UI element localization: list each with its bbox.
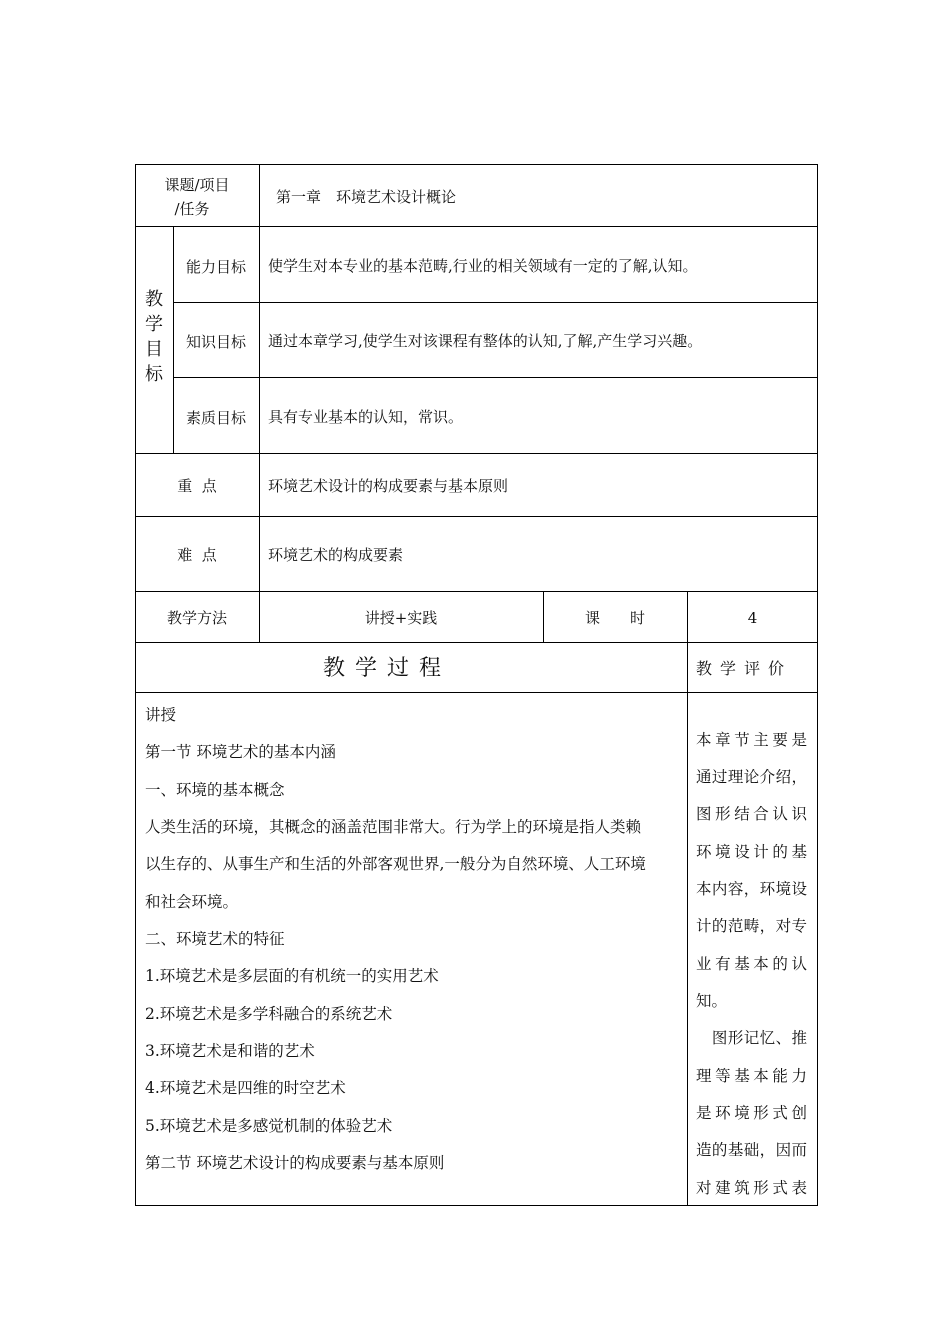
column-divider: [259, 164, 260, 592]
ability-objective-label: 能力目标: [185, 258, 246, 276]
evaluation-line: 计的范畴，对专: [696, 917, 807, 935]
process-line: 和社会环境。: [145, 893, 239, 911]
process-line: 2.环境艺术是多学科融合的系统艺术: [145, 1005, 393, 1023]
evaluation-line: 造的基础，因而: [696, 1141, 807, 1159]
quality-objective-text: 具有专业基本的认知，常识。: [268, 408, 464, 426]
evaluation-line: 本章节主要是: [696, 731, 807, 749]
process-line: 一、环境的基本概念: [145, 781, 285, 799]
process-line: 4.环境艺术是四维的时空艺术: [145, 1079, 346, 1097]
topic-label-line-1: 课题/项目: [164, 176, 230, 194]
process-title: 教学过程: [323, 656, 452, 681]
method-label: 教学方法: [166, 609, 227, 627]
evaluation-line: 理等基本能力: [696, 1067, 807, 1085]
process-line: 5.环境艺术是多感觉机制的体验艺术: [145, 1117, 393, 1135]
objectives-label: 教 学 目 标: [145, 289, 163, 385]
evaluation-line: 业有基本的认: [696, 955, 807, 973]
evaluation-line: 通过理论介绍，: [696, 768, 807, 786]
evaluation-line: 是环境形式创: [696, 1104, 807, 1122]
evaluation-line: 图形记忆、推: [696, 1029, 807, 1047]
row-divider: [174, 302, 818, 303]
ability-objective-text: 使学生对本专业的基本范畴,行业的相关领域有一定的了解,认知。: [268, 257, 698, 275]
quality-objective-label: 素质目标: [185, 409, 246, 427]
row-divider: [135, 642, 818, 643]
difficulty-label: 难 点: [177, 546, 217, 564]
process-line: 以生存的、从事生产和生活的外部客观世界,一般分为自然环境、人工环境: [145, 855, 646, 873]
key-point-text: 环境艺术设计的构成要素与基本原则: [268, 477, 509, 495]
row-divider: [135, 226, 818, 227]
row-divider: [135, 591, 818, 592]
evaluation-line: 对建筑形式表: [696, 1179, 807, 1197]
topic-value: 第一章 环境艺术设计概论: [276, 188, 457, 206]
evaluation-title: 教学评价: [696, 659, 793, 678]
process-line: 3.环境艺术是和谐的艺术: [145, 1042, 315, 1060]
process-line: 讲授: [145, 706, 177, 724]
process-line: 二、环境艺术的特征: [145, 930, 285, 948]
knowledge-objective-label: 知识目标: [185, 333, 246, 351]
row-divider: [135, 453, 818, 454]
process-line: 1.环境艺术是多层面的有机统一的实用艺术: [145, 967, 439, 985]
evaluation-line: 图形结合认识: [696, 805, 807, 823]
row-divider: [135, 516, 818, 517]
evaluation-line: 知。: [696, 992, 728, 1010]
process-line: 第二节 环境艺术设计的构成要素与基本原则: [145, 1154, 445, 1172]
knowledge-objective-text: 通过本章学习,使学生对该课程有整体的认知,了解,产生学习兴趣。: [268, 332, 703, 350]
key-point-label: 重 点: [177, 477, 217, 495]
topic-label-line-2: /任务: [174, 200, 210, 218]
hours-label: 课 时: [584, 609, 645, 627]
process-line: 人类生活的环境，其概念的涵盖范围非常大。行为学上的环境是指人类赖: [145, 818, 642, 836]
evaluation-line: 环境设计的基: [696, 843, 807, 861]
evaluation-line: 本内容，环境设: [696, 880, 807, 898]
row-divider: [135, 692, 818, 693]
process-line: 第一节 环境艺术的基本内涵: [145, 743, 336, 761]
column-divider: [687, 591, 688, 1206]
hours-value: 4: [747, 609, 758, 627]
row-divider: [174, 377, 818, 378]
method-value: 讲授+实践: [364, 609, 438, 627]
difficulty-text: 环境艺术的构成要素: [268, 546, 404, 564]
